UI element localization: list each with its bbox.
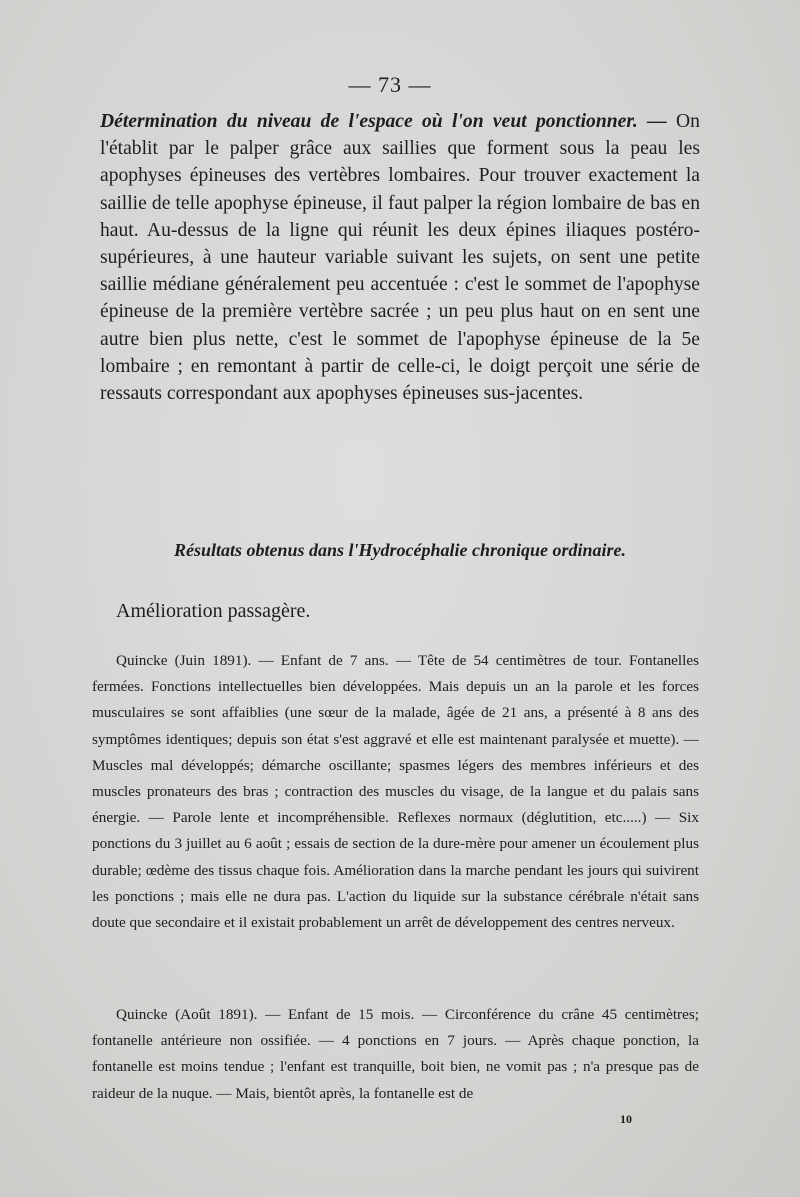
paragraph-lead-title: Détermination du niveau de l'espace où l'on veut ponctionner. — bbox=[100, 111, 667, 132]
subheading: Amélioration passagère. bbox=[116, 600, 311, 622]
paragraph-body: On l'établit par le palper grâce aux saillies que forment sous la peau les apophyses épineuses des vertèbres lombaires. Pour trouver exactement la saillie de telle apophyse épineuse, il faut palper la région lombaire de bas en haut. Au-dessus de la ligne qui réunit les deux épines iliaques postéro-supérieures, à une hauteur variable suivant les sujets, on sent une petite saillie médiane généralement peu accentuée : c'est le sommet de l'apophyse épineuse de la première vertèbre sacrée ; un peu plus haut on en sent une autre bien plus nette, c'est le sommet de l'apophyse épineuse de la 5e lombaire ; en remontant à partir de celle-ci, le doigt perçoit une série de ressauts correspondant aux apophyses épineuses sus-jacentes. bbox=[100, 111, 700, 405]
case-report-2-text: Quincke (Août 1891). — Enfant de 15 mois. — Circonférence du crâne 45 centimètres; fontanelle antérieure non ossifiée. — 4 ponctions en 7 jours. — Après chaque ponction, la fontanelle est moins tendue ; l'enfant est tranquille, boit bien, ne vomit pas ; n'a presque pas de raideur de la nuque. — Mais, bientôt après, la fontanelle est de bbox=[92, 1006, 699, 1102]
paragraph-determination bbox=[100, 108, 700, 407]
page-number: — 73 — bbox=[348, 72, 432, 97]
case-report-1-text: Quincke (Juin 1891). — Enfant de 7 ans. — Tête de 54 centimètres de tour. Fontanelles fermées. Fonctions intellectuelles bien développées. Mais depuis un an la parole et les forces musculaires se sont affaiblies (une sœur de la malade, âgée de 21 ans, a présenté à 8 ans des symptômes identiques; depuis son état s'est aggravé et elle est maintenant paralysée et muette). — Muscles mal développés; démarche oscillante; spasmes légers des membres inférieurs et des muscles pronateurs des bras ; contraction des muscles du visage, de la langue et du palais sans énergie. — Parole lente et incompréhensible. Reflexes normaux (déglutition, etc.....) — Six ponctions du 3 juillet au 6 août ; essais de section de la dure-mère pour amener un écoulement plus durable; œdème des tissus chaque fois. Amélioration dans la marche pendant les jours qui suivirent les ponctions ; mais elle ne dura pas. L'action du liquide sur la substance cérébrale n'était sans doute que secondaire et il existait probablement un arrêt de développement des centres nerveux. bbox=[92, 652, 699, 932]
section-determination bbox=[100, 108, 700, 407]
case-report-1 bbox=[92, 648, 699, 936]
case-report-2 bbox=[92, 1002, 699, 1107]
section-heading: Résultats obtenus dans l'Hydrocéphalie chronique ordinaire. bbox=[173, 540, 627, 560]
signature-mark: 10 bbox=[620, 1112, 632, 1126]
